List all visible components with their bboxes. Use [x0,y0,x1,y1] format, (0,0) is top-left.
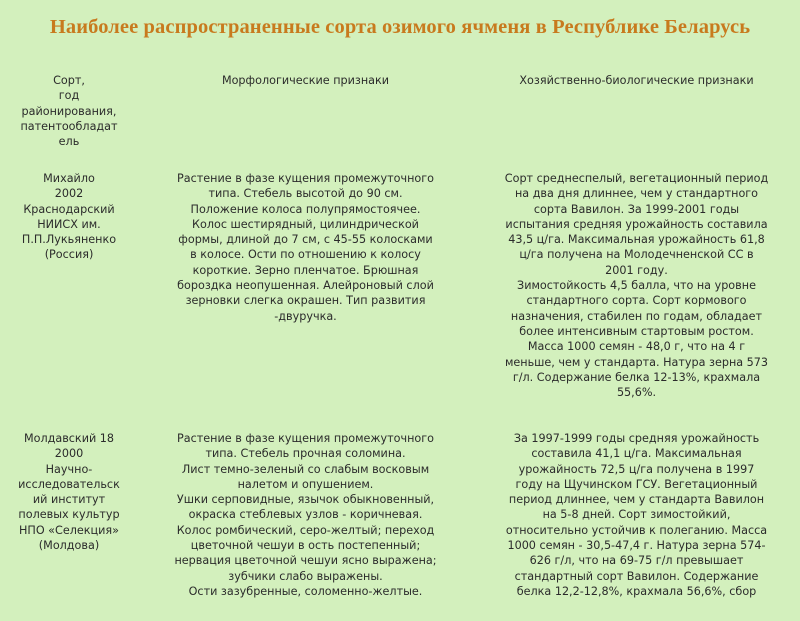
morphology-text: Растение в фазе кущения промежуточного типа. Стебель высотой до 90 см. Положение колоса полупрямостоячее. Колос шестирядный, цилиндрической формы, длиной до 7 см, с 45-55 колосками в колосе. Ости по отношению к колосу короткие. Зерно пленчатое. Брюшная бороздка неопушенная. Алейроновый слой зерновки слегка окрашен. Тип развития -двуручка. [177,172,434,323]
header-variety [0,66,138,165]
variety-cell [0,431,138,621]
varieties-table [0,66,800,621]
traits-cell [473,165,800,431]
morphology-cell [138,165,473,431]
table-row [0,165,800,431]
morphology-cell [138,431,473,621]
variety-cell [0,165,138,431]
page-title: Наиболее распространенные сорта озимого ячменя в Республике Беларусь [49,16,751,38]
table-row [0,431,800,621]
traits-text: Сорт среднеспелый, вегетационный период на два дня длиннее, чем у стандартного сорта Вавилон. За 1999-2001 годы испытания средняя урожайность составила 43,5 ц/га. Максимальная урожайность 61,8 ц/га получена на Молодечненской СС в 2001 году. Зимостойкость 4,5 балла, что на уровне стандартного сорта. Сорт кормового назначения, стабилен по годам, обладает более интенсивным стартовым ростом. Масса 1000 семян - 48,0 г, что на 4 г меньше, чем у стандарта. Натура зерна 573 г/л. Содержание белка 12-13%, крахмала 55,6%. [504,172,769,400]
variety-text: Молдавский 18 2000 Научно- исследовательск ий институт полевых культур НПО «Селекция» (Молдова) [18,432,120,553]
variety-text: Михайло 2002 Краснодарский НИИСХ им. П.П.Лукьяненко (Россия) [21,172,117,262]
traits-cell [473,431,800,621]
header-morphology [138,66,473,165]
header-traits [473,66,800,165]
morphology-text: Растение в фазе кущения промежуточного типа. Стебель прочная соломина. Лист темно-зеленый со слабым восковым налетом и опушением. Ушки серповидные, язычок обыкновенный, окраска стеблевых узлов - коричневая. Колос ромбический, серо-желтый; переход цветочной чешуи в ость постепенный; нервация цветочной чешуи ясно выражена; зубчики слабо выражены. Ости зазубренные, соломенно-желтые. [174,432,437,598]
header-traits-text: Хозяйственно-биологические признаки [519,74,754,87]
header-morphology-text: Морфологические признаки [221,74,390,87]
header-variety-text: Сорт, год районирования, патентообладат ель [20,74,118,149]
traits-text: За 1997-1999 годы средняя урожайность составила 41,1 ц/га. Максимальная урожайность 72,5 ц/га получена в 1997 году на Щучинском ГСУ. Вегетационный период длиннее, чем у стандарта Вавилон на 5-8 дней. Сорт зимостойкий, относительно устойчив к полеганию. Масса 1000 семян - 30,5-47,4 г. Натура зерна 574- 626 г/л, что на 69-75 г/л превышает стандартный сорт Вавилон. Содержание белка 12,2-12,8%, крахмала 56,6%, сбор [505,432,768,598]
table-header-row [0,66,800,165]
